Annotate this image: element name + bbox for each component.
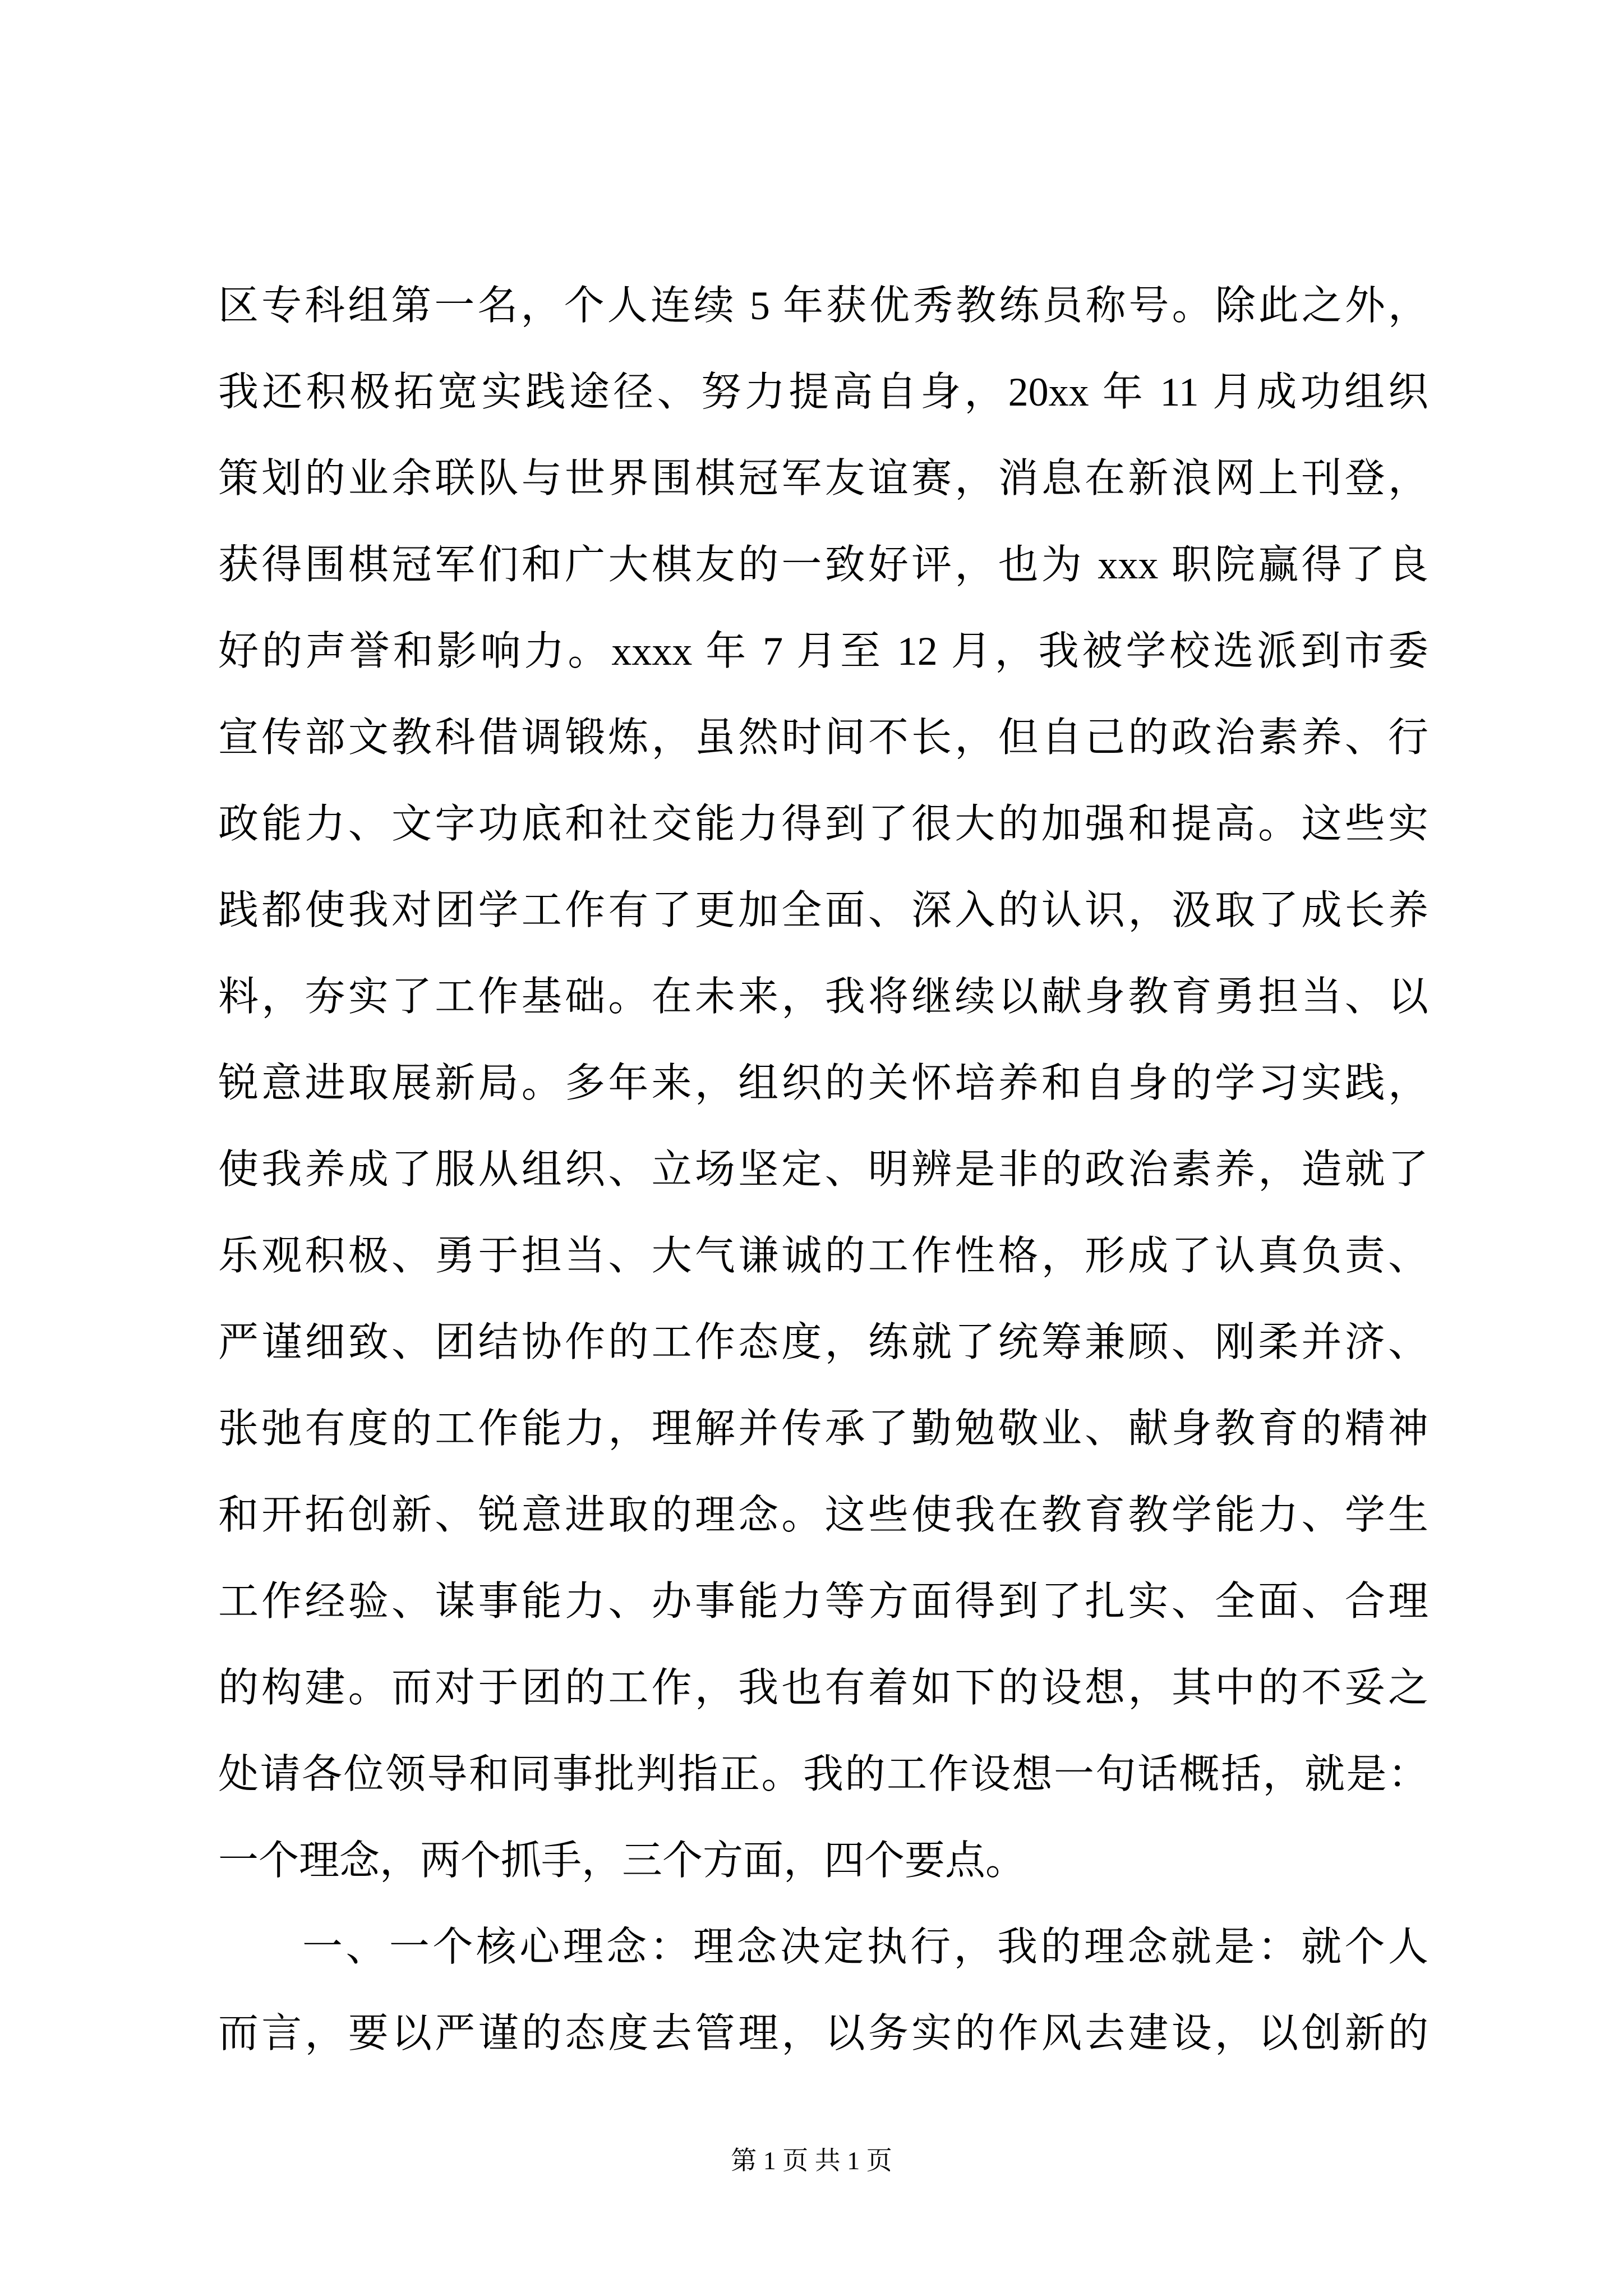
paragraph-line: 处请各位领导和同事批判指正。我的工作设想一句话概括，就是： xyxy=(218,1752,1428,1797)
paragraph-line: 使我养成了服从组织、立场坚定、明辨是非的政治素养，造就了 xyxy=(218,1147,1428,1192)
paragraph-line: 料，夯实了工作基础。在未来，我将继续以献身教育勇担当、以 xyxy=(218,974,1428,1019)
paragraph-line: 和开拓创新、锐意进取的理念。这些使我在教育教学能力、学生 xyxy=(218,1493,1428,1538)
document-body xyxy=(218,263,1428,2077)
paragraph-line: 乐观积极、勇于担当、大气谦诚的工作性格，形成了认真负责、 xyxy=(218,1234,1428,1278)
paragraph-line: 锐意进取展新局。多年来，组织的关怀培养和自身的学习实践， xyxy=(218,1061,1428,1106)
paragraph-line: 获得围棋冠军们和广大棋友的一致好评，也为 xxx 职院赢得了良 xyxy=(218,542,1428,587)
paragraph-line: 我还积极拓宽实践途径、努力提高自身，20xx 年 11 月成功组织 xyxy=(218,370,1428,415)
paragraph-line: 好的声誉和影响力。xxxx 年 7 月至 12 月，我被学校选派到市委 xyxy=(218,629,1428,674)
paragraph-line: 的构建。而对于团的工作，我也有着如下的设想，其中的不妥之 xyxy=(218,1665,1428,1710)
page-footer xyxy=(0,2144,1623,2178)
paragraph-line: 政能力、文字功底和社交能力得到了很大的加强和提高。这些实 xyxy=(218,802,1428,846)
paragraph-line: 一个理念，两个抓手，三个方面，四个要点。 xyxy=(218,1838,1026,1883)
paragraph-line: 一、一个核心理念：理念决定执行，我的理念就是：就个人 xyxy=(302,1925,1428,1970)
paragraph xyxy=(218,263,1428,1904)
paragraph-line: 张弛有度的工作能力，理解并传承了勤勉敬业、献身教育的精神 xyxy=(218,1406,1428,1451)
paragraph-line: 而言，要以严谨的态度去管理，以务实的作风去建设，以创新的 xyxy=(218,2011,1428,2056)
paragraph-line: 策划的业余联队与世界围棋冠军友谊赛，消息在新浪网上刊登， xyxy=(218,456,1428,501)
paragraph-line: 宣传部文教科借调锻炼，虽然时间不长，但自己的政治素养、行 xyxy=(218,715,1428,760)
page-number: 第 1 页 共 1 页 xyxy=(731,2146,892,2175)
paragraph-line: 践都使我对团学工作有了更加全面、深入的认识，汲取了成长养 xyxy=(218,888,1428,933)
paragraph-line: 区专科组第一名，个人连续 5 年获优秀教练员称号。除此之外， xyxy=(218,283,1428,328)
paragraph-line: 严谨细致、团结协作的工作态度，练就了统筹兼顾、刚柔并济、 xyxy=(218,1320,1428,1365)
paragraph-line: 工作经验、谋事能力、办事能力等方面得到了扎实、全面、合理 xyxy=(218,1579,1428,1624)
paragraph xyxy=(218,1904,1428,2077)
